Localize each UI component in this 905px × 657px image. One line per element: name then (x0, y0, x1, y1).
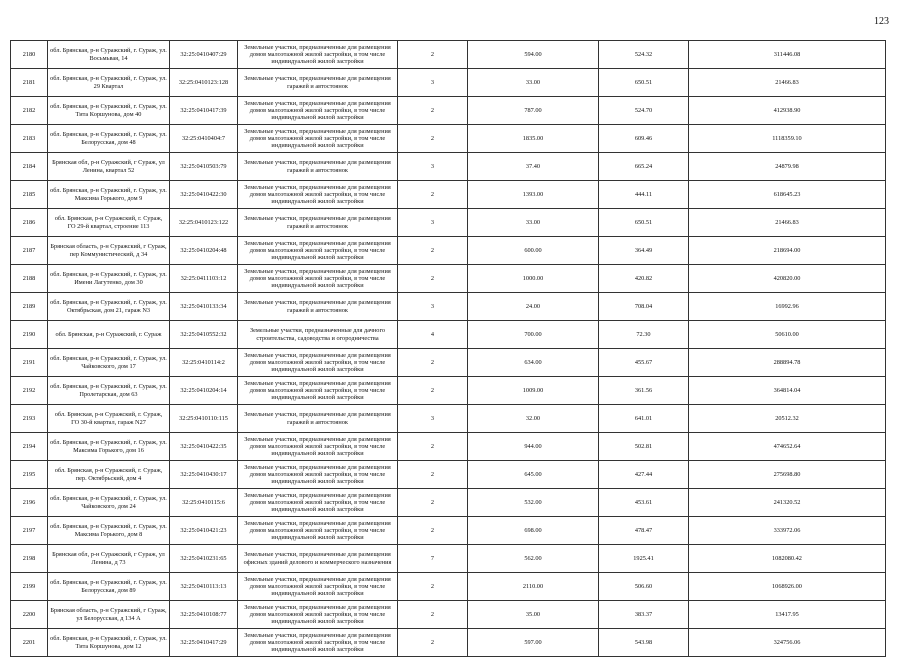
specific-value-cell: 361.56 (599, 377, 689, 405)
address-cell: обл. Брянская, р-н Суражский, г. Сураж, ул. Белорусская, дом 89 (48, 573, 170, 601)
cadastral-value-cell: 288894.78 (689, 349, 886, 377)
row-number-cell: 2192 (11, 377, 48, 405)
cadastral-number-cell: 32:25:0410552:32 (170, 321, 238, 349)
specific-value-cell: 478.47 (599, 517, 689, 545)
row-number-cell: 2186 (11, 209, 48, 237)
specific-value-cell: 708.04 (599, 293, 689, 321)
land-use-description-cell: Земельные участки, предназначенные для размещения домов малоэтажной жилой застройки, в том числе индивидуальной жилой застройки (238, 237, 398, 265)
cadastral-value-cell: 1082080.42 (689, 545, 886, 573)
cadastral-value-cell: 618645.23 (689, 181, 886, 209)
page-number: 123 (874, 16, 889, 27)
group-cell: 3 (398, 293, 468, 321)
table-row (11, 573, 886, 601)
address-cell: Брянская область, р-н Суражский, г Сураж, пер Коммунистический, д 34 (48, 237, 170, 265)
group-cell: 2 (398, 489, 468, 517)
land-use-description-cell: Земельные участки, предназначенные для размещения домов малоэтажной жилой застройки, в том числе индивидуальной жилой застройки (238, 349, 398, 377)
specific-value-cell: 609.46 (599, 125, 689, 153)
row-number-cell: 2199 (11, 573, 48, 601)
area-cell: 600.00 (468, 237, 599, 265)
area-cell: 645.00 (468, 461, 599, 489)
area-cell: 35.00 (468, 601, 599, 629)
land-use-description-cell: Земельные участки, предназначенные для размещения домов малоэтажной жилой застройки, в том числе индивидуальной жилой застройки (238, 433, 398, 461)
table-row (11, 265, 886, 293)
group-cell: 2 (398, 461, 468, 489)
cadastral-number-cell: 32:25:0410417:39 (170, 97, 238, 125)
table-row (11, 545, 886, 573)
cadastral-number-cell: 32:25:0410133:34 (170, 293, 238, 321)
group-cell: 3 (398, 153, 468, 181)
specific-value-cell: 650.51 (599, 69, 689, 97)
area-cell: 1393.00 (468, 181, 599, 209)
specific-value-cell: 641.01 (599, 405, 689, 433)
cadastral-number-cell: 32:25:0410421:23 (170, 517, 238, 545)
row-number-cell: 2180 (11, 41, 48, 69)
row-number-cell: 2198 (11, 545, 48, 573)
area-cell: 944.00 (468, 433, 599, 461)
cadastral-value-cell: 218694.00 (689, 237, 886, 265)
table-row (11, 517, 886, 545)
cadastral-number-cell: 32:25:0410204:14 (170, 377, 238, 405)
table-row (11, 125, 886, 153)
group-cell: 2 (398, 181, 468, 209)
table-row (11, 153, 886, 181)
address-cell: обл. Брянская, р-н Суражский, г. Сураж (48, 321, 170, 349)
land-use-description-cell: Земельные участки, предназначенные для размещения гаражей и автостоянок (238, 69, 398, 97)
cadastral-number-cell: 32:25:0410114:2 (170, 349, 238, 377)
table-row (11, 209, 886, 237)
specific-value-cell: 1925.41 (599, 545, 689, 573)
row-number-cell: 2187 (11, 237, 48, 265)
specific-value-cell: 427.44 (599, 461, 689, 489)
group-cell: 2 (398, 517, 468, 545)
area-cell: 562.00 (468, 545, 599, 573)
area-cell: 33.00 (468, 209, 599, 237)
area-cell: 33.00 (468, 69, 599, 97)
cadastral-value-cell: 333972.06 (689, 517, 886, 545)
table-row (11, 237, 886, 265)
specific-value-cell: 506.60 (599, 573, 689, 601)
group-cell: 2 (398, 629, 468, 657)
table-row (11, 97, 886, 125)
land-use-description-cell: Земельные участки, предназначенные для размещения домов малоэтажной жилой застройки, в том числе индивидуальной жилой застройки (238, 125, 398, 153)
address-cell: Брянская область, р-н Суражский, г Сураж, ул Белорусская, д 134 А (48, 601, 170, 629)
cadastral-number-cell: 32:25:0410422:35 (170, 433, 238, 461)
row-number-cell: 2184 (11, 153, 48, 181)
group-cell: 2 (398, 125, 468, 153)
area-cell: 787.00 (468, 97, 599, 125)
land-use-description-cell: Земельные участки, предназначенные для размещения офисных зданий делового и коммерческого назначения (238, 545, 398, 573)
cadastral-value-cell: 13417.95 (689, 601, 886, 629)
row-number-cell: 2200 (11, 601, 48, 629)
cadastral-number-cell: 32:25:0410422:30 (170, 181, 238, 209)
cadastral-number-cell: 32:25:0410417:29 (170, 629, 238, 657)
row-number-cell: 2191 (11, 349, 48, 377)
specific-value-cell: 444.11 (599, 181, 689, 209)
group-cell: 3 (398, 405, 468, 433)
row-number-cell: 2196 (11, 489, 48, 517)
land-use-description-cell: Земельные участки, предназначенные для размещения домов малоэтажной жилой застройки, в том числе индивидуальной жилой застройки (238, 573, 398, 601)
cadastral-number-cell: 32:25:0410115:6 (170, 489, 238, 517)
cadastral-value-cell: 420820.00 (689, 265, 886, 293)
cadastral-value-cell: 21466.83 (689, 69, 886, 97)
specific-value-cell: 364.49 (599, 237, 689, 265)
cadastral-number-cell: 32:25:0410123:128 (170, 69, 238, 97)
table-row (11, 293, 886, 321)
address-cell: обл. Брянская, р-н Суражский, г. Сураж, ГО 29-й квартал, строение 113 (48, 209, 170, 237)
area-cell: 700.00 (468, 321, 599, 349)
address-cell: обл. Брянская, р-н Суражский, г. Сураж, ул. Тита Коршунова, дом 40 (48, 97, 170, 125)
area-cell: 37.40 (468, 153, 599, 181)
cadastral-number-cell: 32:25:0410108:77 (170, 601, 238, 629)
land-use-description-cell: Земельные участки, предназначенные для размещения домов малоэтажной жилой застройки, в том числе индивидуальной жилой застройки (238, 489, 398, 517)
cadastral-number-cell: 32:25:0410204:48 (170, 237, 238, 265)
group-cell: 4 (398, 321, 468, 349)
table-row (11, 489, 886, 517)
address-cell: обл. Брянская, р-н Суражский, г. Сураж, ул. Максима Горького, дом 8 (48, 517, 170, 545)
area-cell: 24.00 (468, 293, 599, 321)
table-row (11, 433, 886, 461)
land-use-description-cell: Земельные участки, предназначенные для размещения гаражей и автостоянок (238, 293, 398, 321)
cadastral-value-cell: 16992.96 (689, 293, 886, 321)
land-use-description-cell: Земельные участки, предназначенные для размещения гаражей и автостоянок (238, 209, 398, 237)
land-use-description-cell: Земельные участки, предназначенные для размещения домов малоэтажной жилой застройки, в том числе индивидуальной жилой застройки (238, 97, 398, 125)
address-cell: обл. Брянская, р-н Суражский, г. Сураж, ул. Октябрьская, дом 21, гараж N3 (48, 293, 170, 321)
cadastral-value-cell: 311446.08 (689, 41, 886, 69)
land-use-description-cell: Земельные участки, предназначенные для размещения гаражей и автостоянок (238, 153, 398, 181)
table-row (11, 461, 886, 489)
cadastral-value-cell: 20512.32 (689, 405, 886, 433)
cadastral-value-cell: 50610.00 (689, 321, 886, 349)
cadastral-number-cell: 32:25:0410123:122 (170, 209, 238, 237)
row-number-cell: 2201 (11, 629, 48, 657)
cadastral-number-cell: 32:25:0410404:7 (170, 125, 238, 153)
table-row (11, 181, 886, 209)
cadastral-number-cell: 32:25:0410231:65 (170, 545, 238, 573)
row-number-cell: 2188 (11, 265, 48, 293)
group-cell: 2 (398, 349, 468, 377)
row-number-cell: 2182 (11, 97, 48, 125)
specific-value-cell: 455.67 (599, 349, 689, 377)
group-cell: 7 (398, 545, 468, 573)
row-number-cell: 2193 (11, 405, 48, 433)
land-use-description-cell: Земельные участки, предназначенные для размещения гаражей и автостоянок (238, 405, 398, 433)
address-cell: Брянская обл, р-н Суражский, г Сураж, ул Ленина, д 73 (48, 545, 170, 573)
area-cell: 597.00 (468, 629, 599, 657)
specific-value-cell: 650.51 (599, 209, 689, 237)
area-cell: 32.00 (468, 405, 599, 433)
row-number-cell: 2190 (11, 321, 48, 349)
cadastral-number-cell: 32:25:0410407:29 (170, 41, 238, 69)
table-row (11, 629, 886, 657)
specific-value-cell: 543.98 (599, 629, 689, 657)
group-cell: 2 (398, 377, 468, 405)
specific-value-cell: 524.70 (599, 97, 689, 125)
cadastral-value-cell: 24879.98 (689, 153, 886, 181)
address-cell: обл. Брянская, р-н Суражский, г. Сураж, ул. 29 Квартал (48, 69, 170, 97)
land-use-description-cell: Земельные участки, предназначенные для размещения домов малоэтажной жилой застройки, в том числе индивидуальной жилой застройки (238, 41, 398, 69)
group-cell: 2 (398, 265, 468, 293)
group-cell: 2 (398, 573, 468, 601)
land-use-description-cell: Земельные участки, предназначенные для размещения домов малоэтажной жилой застройки, в том числе индивидуальной жилой застройки (238, 629, 398, 657)
land-use-description-cell: Земельные участки, предназначенные для размещения домов малоэтажной жилой застройки, в том числе индивидуальной жилой застройки (238, 265, 398, 293)
area-cell: 1835.00 (468, 125, 599, 153)
row-number-cell: 2189 (11, 293, 48, 321)
table-row (11, 377, 886, 405)
group-cell: 2 (398, 237, 468, 265)
address-cell: обл. Брянская, р-н Суражский, г. Сураж, пер. Октябрьский, дом 4 (48, 461, 170, 489)
row-number-cell: 2195 (11, 461, 48, 489)
row-number-cell: 2185 (11, 181, 48, 209)
area-cell: 1009.00 (468, 377, 599, 405)
group-cell: 2 (398, 41, 468, 69)
group-cell: 3 (398, 69, 468, 97)
cadastral-value-cell: 364814.04 (689, 377, 886, 405)
cadastral-number-cell: 32:25:0410110:115 (170, 405, 238, 433)
address-cell: обл. Брянская, р-н Суражский, г. Сураж, ул. Тита Коршунова, дом 12 (48, 629, 170, 657)
group-cell: 2 (398, 433, 468, 461)
table-row (11, 321, 886, 349)
address-cell: обл. Брянская, р-н Суражский, г. Сураж, ул. Восьмьвая, 14 (48, 41, 170, 69)
address-cell: обл. Брянская, р-н Суражский, г. Сураж, ул. Максима Горького, дом 9 (48, 181, 170, 209)
table-row (11, 69, 886, 97)
address-cell: обл. Брянская, р-н Суражский, г. Сураж, ул. Белорусская, дом 48 (48, 125, 170, 153)
address-cell: обл. Брянская, р-н Суражский, г. Сураж, ул. Имени Лагутенко, дом 30 (48, 265, 170, 293)
cadastral-number-cell: 32:25:0411103:12 (170, 265, 238, 293)
land-use-description-cell: Земельные участки, предназначенные для дачного строительства, садоводства и огородничества (238, 321, 398, 349)
land-use-description-cell: Земельные участки, предназначенные для размещения домов малоэтажной жилой застройки, в том числе индивидуальной жилой застройки (238, 181, 398, 209)
cadastral-value-cell: 324756.06 (689, 629, 886, 657)
group-cell: 2 (398, 601, 468, 629)
cadastral-value-cell: 474652.64 (689, 433, 886, 461)
table-row (11, 601, 886, 629)
address-cell: обл. Брянская, р-н Суражский, г. Сураж, ул. Чайковского, дом 24 (48, 489, 170, 517)
table-row (11, 41, 886, 69)
area-cell: 2110.00 (468, 573, 599, 601)
land-use-description-cell: Земельные участки, предназначенные для размещения домов малоэтажной жилой застройки, в том числе индивидуальной жилой застройки (238, 377, 398, 405)
area-cell: 594.00 (468, 41, 599, 69)
cadastral-number-cell: 32:25:0410113:13 (170, 573, 238, 601)
specific-value-cell: 72.30 (599, 321, 689, 349)
area-cell: 1000.00 (468, 265, 599, 293)
address-cell: Брянская обл, р-н Суражский, г Сураж, ул Ленина, квартал 52 (48, 153, 170, 181)
area-cell: 698.00 (468, 517, 599, 545)
table-row (11, 349, 886, 377)
cadastral-number-cell: 32:25:0410430:17 (170, 461, 238, 489)
specific-value-cell: 383.37 (599, 601, 689, 629)
table-row (11, 405, 886, 433)
row-number-cell: 2183 (11, 125, 48, 153)
cadastral-value-cell: 241320.52 (689, 489, 886, 517)
group-cell: 3 (398, 209, 468, 237)
address-cell: обл. Брянская, р-н Суражский, г. Сураж, ул. Пролетарская, дом 63 (48, 377, 170, 405)
cadastral-value-cell: 21466.83 (689, 209, 886, 237)
cadastral-value-cell: 1118359.10 (689, 125, 886, 153)
cadastral-value-cell: 1068926.00 (689, 573, 886, 601)
address-cell: обл. Брянская, р-н Суражский, г. Сураж, ГО 30-й квартал, гараж N27 (48, 405, 170, 433)
land-use-description-cell: Земельные участки, предназначенные для размещения домов малоэтажной жилой застройки, в том числе индивидуальной жилой застройки (238, 461, 398, 489)
specific-value-cell: 524.32 (599, 41, 689, 69)
specific-value-cell: 420.82 (599, 265, 689, 293)
group-cell: 2 (398, 97, 468, 125)
row-number-cell: 2194 (11, 433, 48, 461)
land-use-description-cell: Земельные участки, предназначенные для размещения домов малоэтажной жилой застройки, в том числе индивидуальной жилой застройки (238, 517, 398, 545)
address-cell: обл. Брянская, р-н Суражский, г. Сураж, ул. Чайковского, дом 17 (48, 349, 170, 377)
table-body (11, 41, 886, 657)
land-use-description-cell: Земельные участки, предназначенные для размещения домов малоэтажной жилой застройки, в том числе индивидуальной жилой застройки (238, 601, 398, 629)
specific-value-cell: 502.81 (599, 433, 689, 461)
cadastral-number-cell: 32:25:0410503:79 (170, 153, 238, 181)
area-cell: 532.00 (468, 489, 599, 517)
row-number-cell: 2181 (11, 69, 48, 97)
specific-value-cell: 665.24 (599, 153, 689, 181)
cadastral-value-cell: 412938.90 (689, 97, 886, 125)
specific-value-cell: 453.61 (599, 489, 689, 517)
address-cell: обл. Брянская, р-н Суражский, г. Сураж, ул. Максима Горького, дом 16 (48, 433, 170, 461)
area-cell: 634.00 (468, 349, 599, 377)
row-number-cell: 2197 (11, 517, 48, 545)
cadastral-value-cell: 275698.80 (689, 461, 886, 489)
cadastral-value-table (10, 40, 886, 657)
